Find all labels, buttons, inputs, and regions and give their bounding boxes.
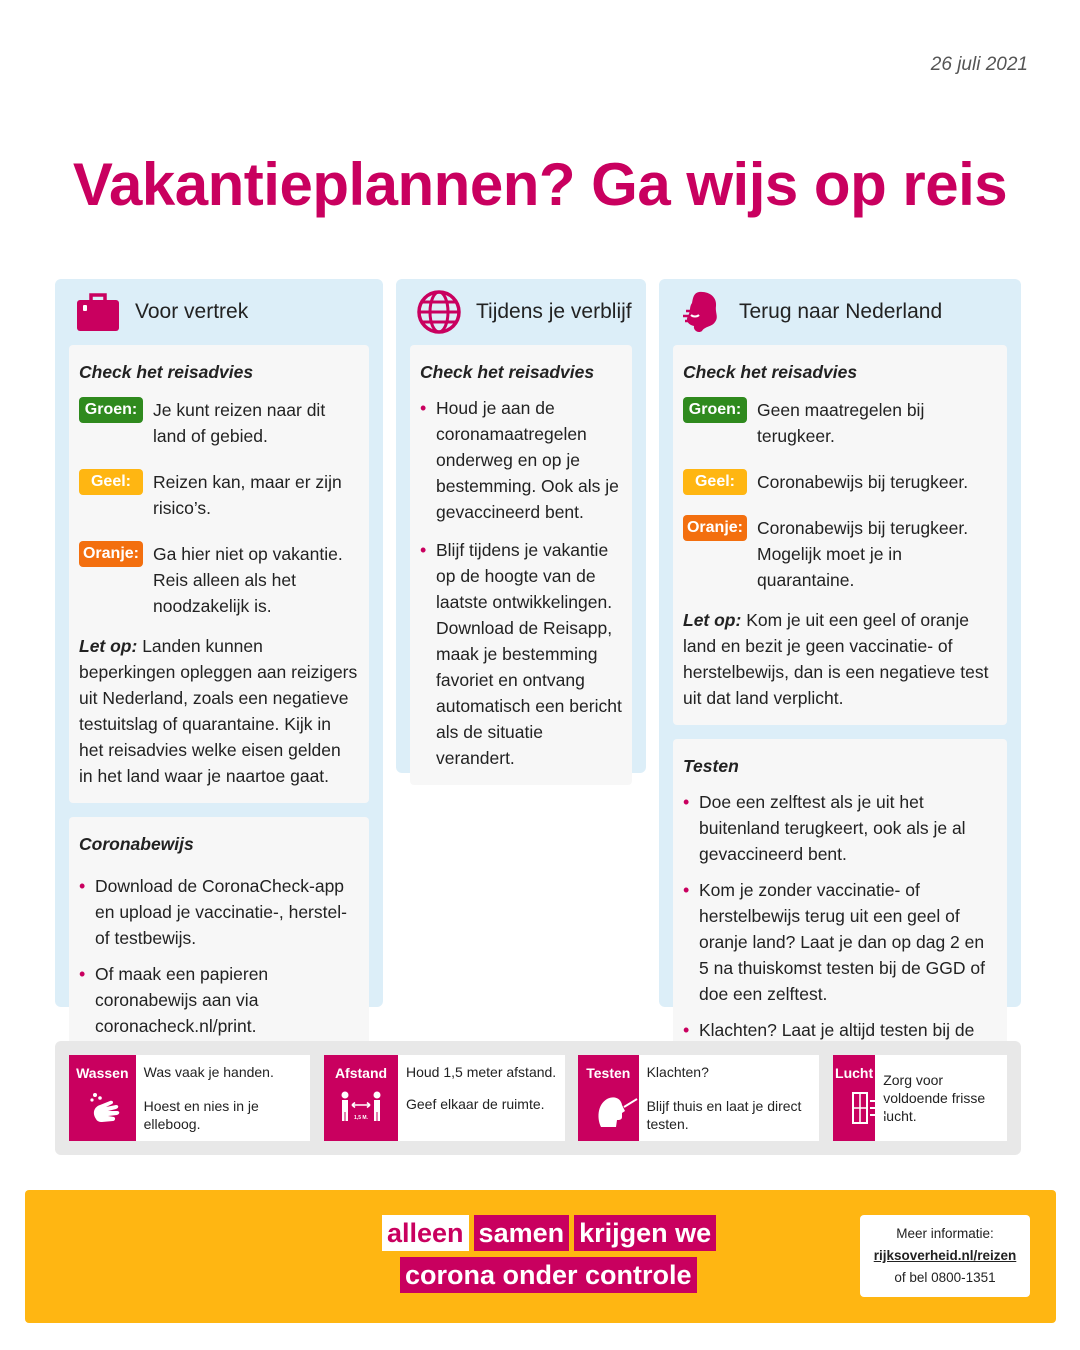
measure-line: Blijf thuis en laat je direct testen. <box>646 1098 802 1132</box>
status-badge-geel: Geel: <box>683 469 747 495</box>
advice-row-oranje <box>79 541 359 619</box>
column-title: Tijdens je verblijf <box>476 300 632 323</box>
advice-row-geel <box>79 469 359 521</box>
card-title: Coronabewijs <box>79 834 194 854</box>
column-tijdens-verblijf <box>396 279 646 773</box>
bullet-list <box>420 395 622 771</box>
measure-lucht <box>833 1055 1007 1141</box>
status-badge-groen: Groen: <box>79 397 143 423</box>
measure-afstand <box>324 1055 565 1141</box>
coronabewijs-card <box>69 817 369 1063</box>
netherlands-map-icon <box>679 289 725 335</box>
measure-line: Zorg voor voldoende frisse lucht. <box>883 1072 986 1124</box>
bullet-list <box>683 789 997 1069</box>
testen-card <box>673 739 1007 1083</box>
measure-label <box>69 1055 136 1141</box>
slogan-word: samen <box>474 1215 570 1251</box>
column-title: Terug naar Nederland <box>739 300 943 323</box>
measure-testen <box>578 1055 819 1141</box>
note-label: Let op: <box>683 610 742 630</box>
slogan-word: corona onder controle <box>400 1257 697 1293</box>
column-header <box>410 279 632 345</box>
card-title: Check het reisadvies <box>79 362 254 382</box>
note-label: Let op: <box>79 636 138 656</box>
measure-label <box>833 1055 875 1141</box>
measure-wassen <box>69 1055 310 1141</box>
measure-line: Geef elkaar de ruimte. <box>406 1096 545 1112</box>
info-title: Meer informatie: <box>896 1226 994 1241</box>
list-item: • Blijf tijdens je vakantie op de hoogte van de laatste ontwikkelingen. Download de Reisapp, maak je bestemming favoriet en ontvang automatisch een bericht als de situatie verandert. <box>420 537 622 771</box>
distance-icon <box>339 1089 383 1129</box>
measure-label-text: Afstand <box>334 1065 388 1081</box>
status-badge-geel: Geel: <box>79 469 143 495</box>
measure-line: Hoest en nies in je elleboog. <box>143 1098 259 1132</box>
note <box>683 607 997 711</box>
measure-line: Klachten? <box>646 1064 709 1080</box>
measure-line: Was vaak je handen. <box>143 1064 274 1080</box>
card-title: Check het reisadvies <box>683 362 858 382</box>
hand-washing-icon <box>86 1089 126 1129</box>
card-title: Testen <box>683 756 739 776</box>
measure-label <box>324 1055 398 1141</box>
date: 26 juli 2021 <box>930 54 1028 75</box>
info-box <box>860 1215 1030 1297</box>
list-item: • Download de CoronaCheck-app en upload je vaccinatie-, herstel- of testbewijs. <box>79 873 359 951</box>
column-voor-vertrek <box>55 279 383 1036</box>
list-item: • Houd je aan de coronamaatregelen onderweg en op je bestemming. Ook als je gevaccineerd bent. <box>420 395 622 525</box>
list-item: • Kom je zonder vaccinatie- of herstelbewijs terug uit een geel of oranje land? Laat je dan op dag 2 en 5 na thuiskomst testen bij de GGD of doe een zelftest. <box>683 877 997 1007</box>
slogan <box>382 1215 716 1299</box>
advice-text: Geen maatregelen bij terugkeer. <box>757 400 925 446</box>
measure-text <box>639 1055 819 1141</box>
measure-line: Houd 1,5 meter afstand. <box>406 1064 557 1080</box>
measure-label-text: Lucht <box>835 1065 874 1081</box>
column-header <box>69 279 369 345</box>
nose-swab-icon <box>595 1089 639 1129</box>
column-title: Voor vertrek <box>135 300 249 323</box>
page-title: Vakantieplannen? Ga wijs op reis <box>72 151 1008 218</box>
list-item: • Doe een zelftest als je uit het buitenland terugkeert, ook als je al gevaccineerd bent. <box>683 789 997 867</box>
measure-text <box>875 1055 1007 1141</box>
reisadvies-card <box>410 345 632 785</box>
advice-text: Ga hier niet op vakantie. Reis alleen als het noodzakelijk is. <box>153 544 343 616</box>
advice-text: Reizen kan, maar er zijn risico’s. <box>153 472 342 518</box>
measure-text <box>398 1055 564 1141</box>
advice-row-oranje <box>683 515 997 593</box>
hygiene-measures <box>55 1041 1021 1155</box>
slogan-word: krijgen we <box>574 1215 716 1251</box>
info-link[interactable]: rijksoverheid.nl/reizen <box>873 1248 1017 1263</box>
list-item: • Klachten? Laat je altijd testen bij de <box>683 1017 997 1069</box>
note <box>79 633 359 789</box>
globe-icon <box>416 289 462 335</box>
reisadvies-card <box>673 345 1007 725</box>
column-header <box>673 279 1007 345</box>
advice-text: Je kunt reizen naar dit land of gebied. <box>153 400 326 446</box>
column-terug-naar-nederland <box>659 279 1021 1040</box>
reisadvies-card <box>69 345 369 803</box>
measure-text <box>136 1055 310 1141</box>
suitcase-icon <box>75 289 121 335</box>
window-ventilation-icon <box>850 1089 890 1129</box>
note-text: Landen kunnen beperkingen opleggen aan reizigers uit Nederland, zoals een negatieve testuitslag of quarantaine. Kijk in het reisadvies welke eisen gelden in het land waar je naartoe gaat. <box>79 636 358 786</box>
status-badge-oranje: Oranje: <box>79 541 143 567</box>
slogan-line <box>382 1215 716 1251</box>
advice-text: Coronabewijs bij terugkeer. <box>757 472 969 492</box>
list-item: • Of maak een papieren coronabewijs aan via coronacheck.nl/print. <box>79 961 359 1039</box>
distance-icon-label: 1,5 M. <box>354 1115 368 1121</box>
slogan-word: alleen <box>382 1215 469 1251</box>
status-badge-groen: Groen: <box>683 397 747 423</box>
status-badge-oranje: Oranje: <box>683 515 747 541</box>
slogan-line <box>400 1257 716 1293</box>
measure-label <box>578 1055 639 1141</box>
info-phone: of bel 0800-1351 <box>894 1270 996 1285</box>
advice-text: Coronabewijs bij terugkeer. Mogelijk moet je in quarantaine. <box>757 518 969 590</box>
advice-row-groen <box>683 397 997 449</box>
bullet-list <box>79 873 359 1039</box>
card-title: Check het reisadvies <box>420 362 595 382</box>
note-text: Kom je uit een geel of oranje land en bezit je geen vaccinatie- of herstelbewijs, dan is een negatieve test uit dat land verplicht. <box>683 610 989 708</box>
footer-banner <box>25 1190 1056 1323</box>
measure-label-text: Wassen <box>76 1065 129 1081</box>
advice-row-groen <box>79 397 359 449</box>
measure-label-text: Testen <box>586 1065 631 1081</box>
advice-row-geel <box>683 469 997 495</box>
